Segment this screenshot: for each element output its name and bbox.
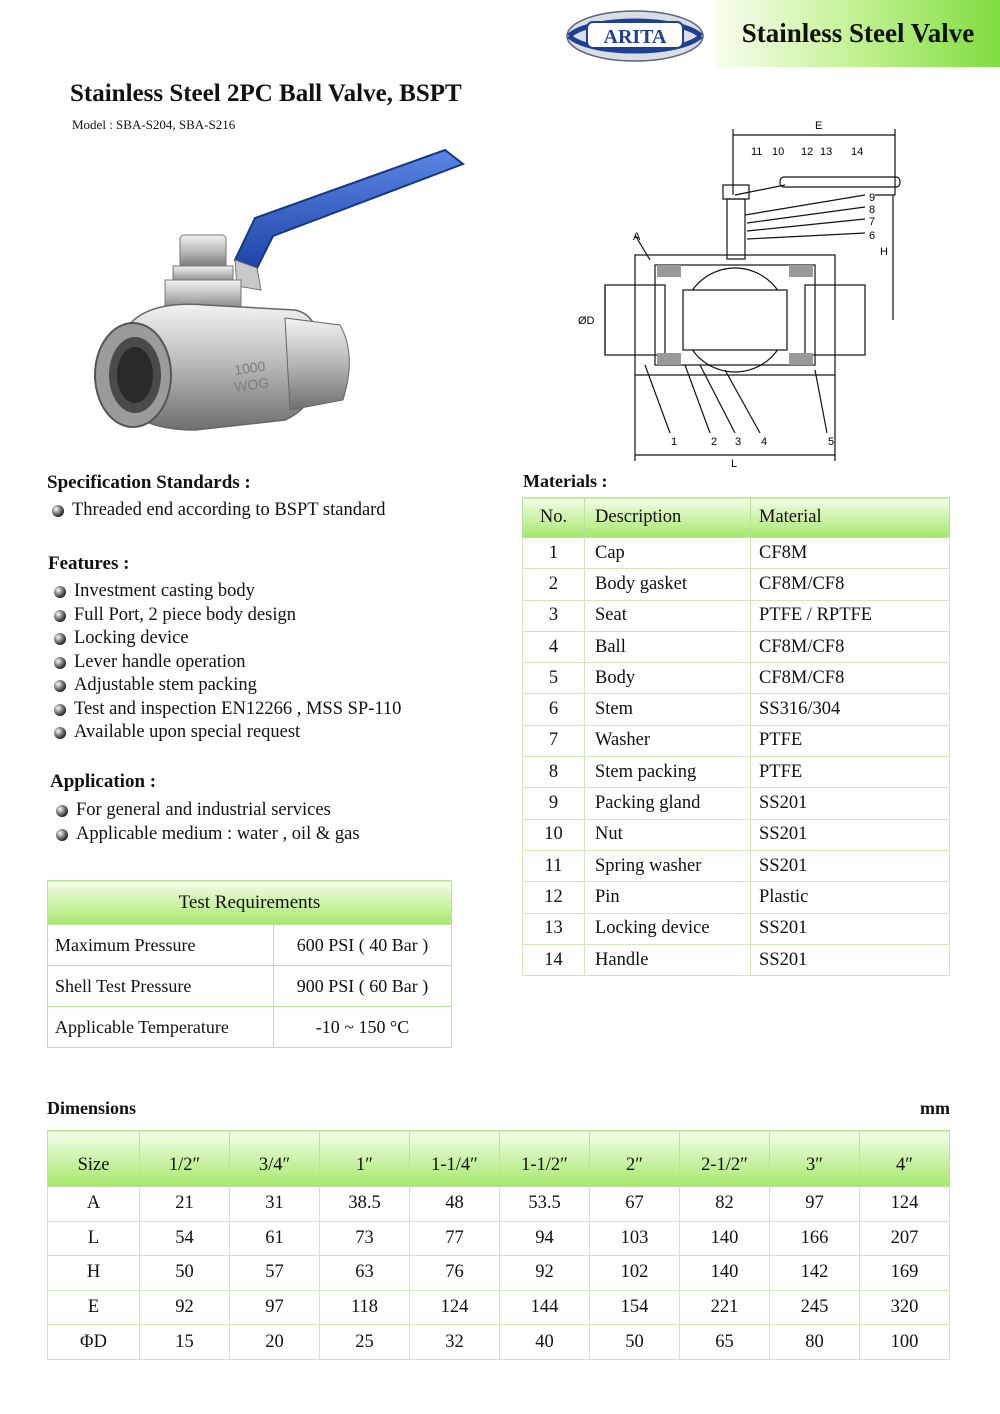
material-description: Body [585, 663, 751, 694]
material-value: PTFE [751, 757, 950, 788]
dimension-value: 320 [860, 1290, 950, 1325]
spec-heading: Specification Standards : [47, 472, 251, 493]
material-no: 11 [523, 850, 585, 881]
material-description: Locking device [585, 913, 751, 944]
feature-item: Full Port, 2 piece body design [50, 604, 401, 628]
part-num-9: 9 [869, 192, 876, 204]
part-num-11: 11 [751, 146, 763, 158]
material-description: Stem [585, 694, 751, 725]
dimension-value: 103 [590, 1221, 680, 1256]
application-item: Applicable medium : water , oil & gas [52, 823, 360, 847]
dimension-value: 124 [410, 1290, 500, 1325]
svg-text:WOG: WOG [233, 374, 271, 395]
table-row [523, 913, 950, 944]
size-column-header: 2″ [590, 1131, 680, 1187]
dimension-value: 221 [680, 1290, 770, 1325]
part-num-4: 4 [761, 436, 768, 448]
table-row [523, 663, 950, 694]
valve-cross-section-diagram [575, 115, 915, 475]
dimension-value: 31 [230, 1187, 320, 1222]
dimension-value: 102 [590, 1256, 680, 1291]
dimension-value: 154 [590, 1290, 680, 1325]
material-description: Spring washer [585, 850, 751, 881]
material-no: 6 [523, 694, 585, 725]
test-value: 900 PSI ( 60 Bar ) [274, 966, 452, 1007]
material-description: Cap [585, 538, 751, 569]
material-no: 14 [523, 944, 585, 975]
dimension-value: 245 [770, 1290, 860, 1325]
material-no: 8 [523, 757, 585, 788]
feature-item: Adjustable stem packing [50, 674, 401, 698]
spec-list [48, 499, 386, 523]
material-no: 7 [523, 725, 585, 756]
material-no: 9 [523, 788, 585, 819]
col-header-material: Material [751, 498, 950, 538]
material-value: PTFE [751, 725, 950, 756]
dimension-value: 20 [230, 1325, 320, 1360]
table-row [48, 1007, 452, 1048]
feature-item: Investment casting body [50, 580, 401, 604]
dimension-value: 207 [860, 1221, 950, 1256]
dimension-value: 61 [230, 1221, 320, 1256]
col-header-description: Description [585, 498, 751, 538]
part-num-2: 2 [711, 436, 718, 448]
material-value: CF8M/CF8 [751, 569, 950, 600]
table-row [523, 694, 950, 725]
arita-logo [565, 8, 705, 64]
part-num-8: 8 [869, 204, 876, 216]
dimension-value: 82 [680, 1187, 770, 1222]
dimension-label: ΦD [48, 1325, 140, 1360]
test-label: Applicable Temperature [48, 1007, 274, 1048]
table-row [523, 819, 950, 850]
col-header-no: No. [523, 498, 585, 538]
brand-banner [716, 0, 1000, 67]
materials-heading: Materials : [523, 471, 608, 491]
dimension-value: 92 [140, 1290, 230, 1325]
banner-title: Stainless Steel Valve [741, 18, 975, 48]
material-description: Nut [585, 819, 751, 850]
size-column-header: 1-1/2″ [500, 1131, 590, 1187]
size-header: Size [48, 1131, 140, 1187]
dimension-value: 25 [320, 1325, 410, 1360]
table-row [523, 600, 950, 631]
material-no: 2 [523, 569, 585, 600]
table-row [48, 1256, 950, 1291]
material-description: Stem packing [585, 757, 751, 788]
material-value: CF8M/CF8 [751, 663, 950, 694]
dimensions-table [47, 1130, 950, 1360]
table-row [48, 1221, 950, 1256]
dimension-value: 140 [680, 1256, 770, 1291]
ball-valve-photo [85, 140, 475, 460]
material-value: CF8M [751, 538, 950, 569]
test-label: Maximum Pressure [48, 925, 274, 966]
material-value: SS201 [751, 850, 950, 881]
part-num-10: 10 [772, 146, 785, 158]
material-no: 5 [523, 663, 585, 694]
dimension-value: 15 [140, 1325, 230, 1360]
application-list [52, 799, 360, 846]
dimension-value: 48 [410, 1187, 500, 1222]
feature-item: Test and inspection EN12266 , MSS SP-110 [50, 698, 401, 722]
material-description: Ball [585, 631, 751, 662]
part-num-13: 13 [820, 146, 833, 158]
table-row [48, 1187, 950, 1222]
model-numbers: Model : SBA-S204, SBA-S216 [72, 117, 236, 132]
size-column-header: 1″ [320, 1131, 410, 1187]
material-value: Plastic [751, 882, 950, 913]
svg-text:1000: 1000 [233, 357, 267, 378]
dim-label-l: L [731, 458, 738, 470]
dimension-value: 54 [140, 1221, 230, 1256]
part-num-14: 14 [851, 146, 864, 158]
size-column-header: 1-1/4″ [410, 1131, 500, 1187]
material-description: Seat [585, 600, 751, 631]
size-column-header: 4″ [860, 1131, 950, 1187]
part-num-12: 12 [801, 146, 814, 158]
dimension-label: L [48, 1221, 140, 1256]
size-column-header: 3/4″ [230, 1131, 320, 1187]
size-column-header: 2-1/2″ [680, 1131, 770, 1187]
test-label: Shell Test Pressure [48, 966, 274, 1007]
features-list [50, 580, 401, 745]
feature-item: Lever handle operation [50, 651, 401, 675]
material-value: CF8M/CF8 [751, 631, 950, 662]
dimension-value: 76 [410, 1256, 500, 1291]
dimension-value: 144 [500, 1290, 590, 1325]
material-no: 12 [523, 882, 585, 913]
logo-text: ARITA [603, 26, 667, 48]
test-requirements-heading: Test Requirements [48, 881, 452, 925]
table-row [523, 944, 950, 975]
dimension-value: 166 [770, 1221, 860, 1256]
material-description: Pin [585, 882, 751, 913]
table-row [523, 757, 950, 788]
dimension-value: 32 [410, 1325, 500, 1360]
material-no: 10 [523, 819, 585, 850]
dimension-value: 40 [500, 1325, 590, 1360]
dimension-value: 21 [140, 1187, 230, 1222]
table-row [48, 1325, 950, 1360]
table-row [523, 569, 950, 600]
dim-label-a: A [633, 231, 641, 243]
material-no: 3 [523, 600, 585, 631]
dimension-label: E [48, 1290, 140, 1325]
material-description: Packing gland [585, 788, 751, 819]
test-requirements-table [47, 880, 452, 1048]
materials-table [522, 497, 950, 976]
table-row [48, 966, 452, 1007]
dimensions-unit: mm [920, 1098, 950, 1118]
dimension-value: 50 [140, 1256, 230, 1291]
dim-label-d: ØD [578, 315, 595, 327]
dimension-value: 169 [860, 1256, 950, 1291]
material-no: 4 [523, 631, 585, 662]
feature-item: Locking device [50, 627, 401, 651]
material-description: Body gasket [585, 569, 751, 600]
dimension-value: 124 [860, 1187, 950, 1222]
dimension-value: 73 [320, 1221, 410, 1256]
dimension-value: 67 [590, 1187, 680, 1222]
features-heading: Features : [48, 553, 130, 574]
spec-item: Threaded end according to BSPT standard [48, 499, 386, 523]
dimension-value: 140 [680, 1221, 770, 1256]
part-num-1: 1 [671, 436, 678, 448]
dimension-value: 142 [770, 1256, 860, 1291]
size-column-header: 1/2″ [140, 1131, 230, 1187]
dim-label-h: H [880, 246, 888, 258]
material-value: SS201 [751, 944, 950, 975]
dimension-value: 94 [500, 1221, 590, 1256]
application-item: For general and industrial services [52, 799, 360, 823]
table-row [523, 882, 950, 913]
dimension-value: 118 [320, 1290, 410, 1325]
dimension-value: 92 [500, 1256, 590, 1291]
dimension-label: A [48, 1187, 140, 1222]
material-description: Handle [585, 944, 751, 975]
material-no: 1 [523, 538, 585, 569]
application-heading: Application : [50, 771, 157, 792]
dimension-value: 57 [230, 1256, 320, 1291]
material-value: SS201 [751, 913, 950, 944]
page-title: Stainless Steel 2PC Ball Valve, BSPT [70, 80, 462, 107]
material-value: SS201 [751, 788, 950, 819]
dimension-value: 77 [410, 1221, 500, 1256]
table-row [523, 725, 950, 756]
material-description: Washer [585, 725, 751, 756]
table-row [523, 788, 950, 819]
material-no: 13 [523, 913, 585, 944]
dimension-value: 50 [590, 1325, 680, 1360]
material-value: SS201 [751, 819, 950, 850]
table-row [523, 850, 950, 881]
test-value: -10 ~ 150 °C [274, 1007, 452, 1048]
dimension-label: H [48, 1256, 140, 1291]
dimension-value: 53.5 [500, 1187, 590, 1222]
table-row [523, 631, 950, 662]
part-num-6: 6 [869, 230, 876, 242]
dimension-value: 80 [770, 1325, 860, 1360]
dimensions-heading: Dimensions [47, 1098, 137, 1118]
material-value: SS316/304 [751, 694, 950, 725]
material-value: PTFE / RPTFE [751, 600, 950, 631]
dimension-value: 97 [230, 1290, 320, 1325]
table-row [48, 1290, 950, 1325]
table-row [523, 538, 950, 569]
dimension-value: 65 [680, 1325, 770, 1360]
dimension-value: 97 [770, 1187, 860, 1222]
dimension-value: 100 [860, 1325, 950, 1360]
dim-label-e: E [815, 120, 823, 132]
dimension-value: 63 [320, 1256, 410, 1291]
part-num-5: 5 [828, 436, 835, 448]
part-num-3: 3 [735, 436, 742, 448]
table-row [48, 925, 452, 966]
size-column-header: 3″ [770, 1131, 860, 1187]
part-num-7: 7 [869, 216, 876, 228]
dimension-value: 38.5 [320, 1187, 410, 1222]
feature-item: Available upon special request [50, 721, 401, 745]
test-value: 600 PSI ( 40 Bar ) [274, 925, 452, 966]
